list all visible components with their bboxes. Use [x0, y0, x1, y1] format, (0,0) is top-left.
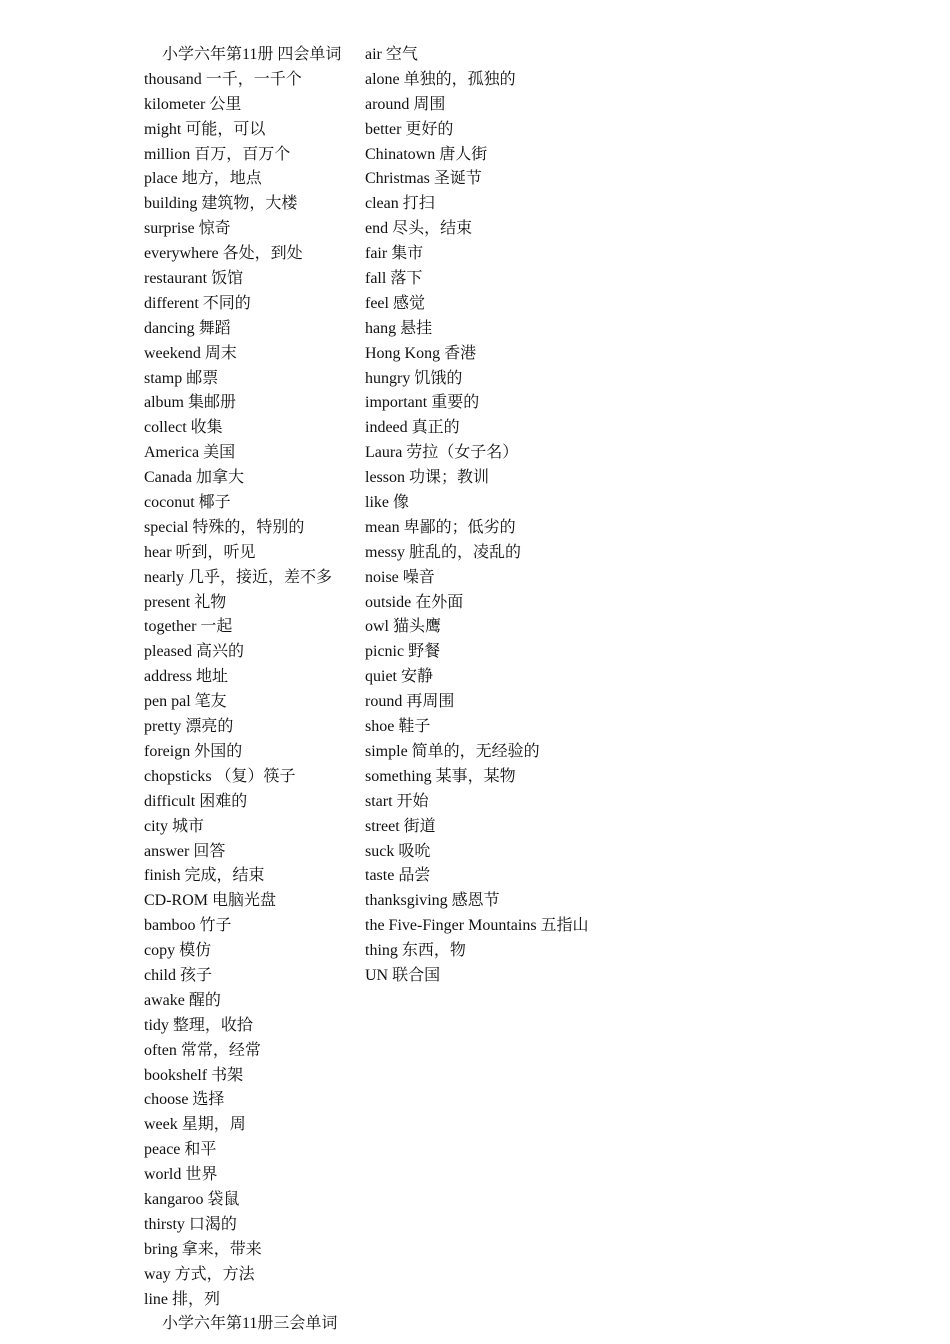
vocabulary-entry: picnic 野餐 [365, 643, 441, 661]
vocabulary-entry: messy 脏乱的，凌乱的 [365, 543, 522, 561]
vocabulary-entry: CD-ROM 电脑光盘 [144, 892, 277, 910]
vocabulary-entry: chopsticks （复）筷子 [144, 767, 296, 785]
vocabulary-entry: city 城市 [144, 817, 204, 835]
vocabulary-entry: week 星期，周 [144, 1116, 246, 1134]
vocabulary-entry: suck 吸吮 [365, 842, 431, 860]
vocabulary-entry: line 排，列 [144, 1290, 220, 1308]
three-skills-heading: 小学六年第11册三会单词 [162, 1315, 338, 1332]
vocabulary-entry: noise 噪音 [365, 568, 435, 586]
vocabulary-entry: Christmas 圣诞节 [365, 170, 482, 188]
vocabulary-entry: collect 收集 [144, 419, 223, 437]
vocabulary-entry: kangaroo 袋鼠 [144, 1190, 240, 1208]
vocabulary-entry: thanksgiving 感恩节 [365, 892, 500, 910]
four-skills-heading: 小学六年第11册 四会单词 [162, 46, 342, 63]
vocabulary-entry: world 世界 [144, 1166, 218, 1184]
vocabulary-entry: end 尽头，结束 [365, 220, 473, 238]
vocabulary-entry: shoe 鞋子 [365, 718, 431, 736]
vocabulary-entry: indeed 真正的 [365, 419, 460, 437]
vocabulary-entry: pen pal 笔友 [144, 693, 227, 711]
vocabulary-entry: Laura 劳拉（女子名） [365, 444, 519, 462]
vocabulary-entry: finish 完成，结束 [144, 867, 265, 885]
vocabulary-entry: like 像 [365, 494, 409, 512]
vocabulary-entry: UN 联合国 [365, 966, 441, 984]
vocabulary-entry: air 空气 [365, 46, 418, 63]
vocabulary-entry: place 地方，地点 [144, 170, 262, 188]
vocabulary-entry: awake 醒的 [144, 991, 221, 1009]
vocabulary-entry: child 孩子 [144, 966, 212, 984]
vocabulary-entry: hang 悬挂 [365, 319, 433, 337]
vocabulary-entry: outside 在外面 [365, 593, 464, 611]
vocabulary-entry: peace 和平 [144, 1141, 217, 1159]
vocabulary-entry: answer 回答 [144, 842, 226, 860]
vocabulary-entry: special 特殊的，特别的 [144, 518, 305, 536]
vocabulary-entry: hear 听到，听见 [144, 543, 256, 561]
vocabulary-entry: the Five-Finger Mountains 五指山 [365, 917, 589, 935]
vocabulary-entry: street 街道 [365, 817, 436, 835]
vocabulary-entry: restaurant 饭馆 [144, 270, 244, 288]
vocabulary-entry: fall 落下 [365, 270, 423, 288]
vocabulary-entry: address 地址 [144, 668, 228, 686]
vocabulary-entry: bamboo 竹子 [144, 917, 232, 935]
vocabulary-entry: kilometer 公里 [144, 95, 242, 113]
vocabulary-entry: thirsty 口渴的 [144, 1215, 237, 1233]
right-word-column [365, 43, 595, 989]
vocabulary-entry: copy 模仿 [144, 942, 212, 960]
left-word-column [144, 43, 359, 1312]
vocabulary-entry: alone 单独的，孤独的 [365, 70, 516, 88]
vocabulary-entry: something 某事，某物 [365, 767, 516, 785]
vocabulary-entry: taste 品尝 [365, 867, 431, 885]
vocabulary-entry: around 周围 [365, 95, 446, 113]
vocabulary-entry: might 可能，可以 [144, 120, 266, 138]
vocabulary-entry: Chinatown 唐人街 [365, 145, 488, 163]
vocabulary-entry: Hong Kong 香港 [365, 344, 477, 362]
vocabulary-entry: feel 感觉 [365, 294, 425, 312]
vocabulary-entry: choose 选择 [144, 1091, 225, 1109]
vocabulary-entry: round 再周围 [365, 693, 455, 711]
vocabulary-entry: start 开始 [365, 792, 429, 810]
vocabulary-entry: better 更好的 [365, 120, 454, 138]
vocabulary-entry: simple 简单的，无经验的 [365, 742, 540, 760]
vocabulary-entry: quiet 安静 [365, 668, 433, 686]
vocabulary-entry: million 百万，百万个 [144, 145, 291, 163]
vocabulary-entry: different 不同的 [144, 294, 251, 312]
vocabulary-entry: bookshelf 书架 [144, 1066, 244, 1084]
vocabulary-entry: coconut 椰子 [144, 494, 231, 512]
vocabulary-entry: difficult 困难的 [144, 792, 248, 810]
vocabulary-entry: surprise 惊奇 [144, 220, 231, 238]
vocabulary-entry: nearly 几乎，接近，差不多 [144, 568, 332, 586]
vocabulary-entry: everywhere 各处，到处 [144, 245, 303, 263]
vocabulary-entry: weekend 周末 [144, 344, 237, 362]
vocabulary-entry: pleased 高兴的 [144, 643, 244, 661]
vocabulary-entry: dancing 舞蹈 [144, 319, 231, 337]
vocabulary-entry: America 美国 [144, 444, 236, 462]
vocabulary-entry: owl 猫头鹰 [365, 618, 442, 636]
vocabulary-entry: way 方式，方法 [144, 1265, 255, 1283]
vocabulary-entry: foreign 外国的 [144, 742, 243, 760]
vocabulary-entry: stamp 邮票 [144, 369, 219, 387]
vocabulary-entry: together 一起 [144, 618, 233, 636]
vocabulary-entry: clean 打扫 [365, 195, 435, 213]
vocabulary-entry: hungry 饥饿的 [365, 369, 463, 387]
vocabulary-entry: lesson 功课；教训 [365, 469, 490, 487]
vocabulary-entry: often 常常，经常 [144, 1041, 261, 1059]
vocabulary-entry: thing 东西，物 [365, 942, 466, 960]
vocabulary-entry: mean 卑鄙的；低劣的 [365, 518, 516, 536]
vocabulary-entry: building 建筑物，大楼 [144, 195, 298, 213]
vocabulary-entry: bring 拿来，带来 [144, 1240, 262, 1258]
vocabulary-entry: present 礼物 [144, 593, 227, 611]
vocabulary-entry: thousand 一千，一千个 [144, 70, 302, 88]
vocabulary-entry: tidy 整理，收拾 [144, 1016, 253, 1034]
vocabulary-entry: Canada 加拿大 [144, 469, 244, 487]
vocabulary-entry: album 集邮册 [144, 394, 236, 412]
vocabulary-entry: important 重要的 [365, 394, 480, 412]
vocabulary-entry: pretty 漂亮的 [144, 718, 234, 736]
vocabulary-entry: fair 集市 [365, 245, 424, 263]
